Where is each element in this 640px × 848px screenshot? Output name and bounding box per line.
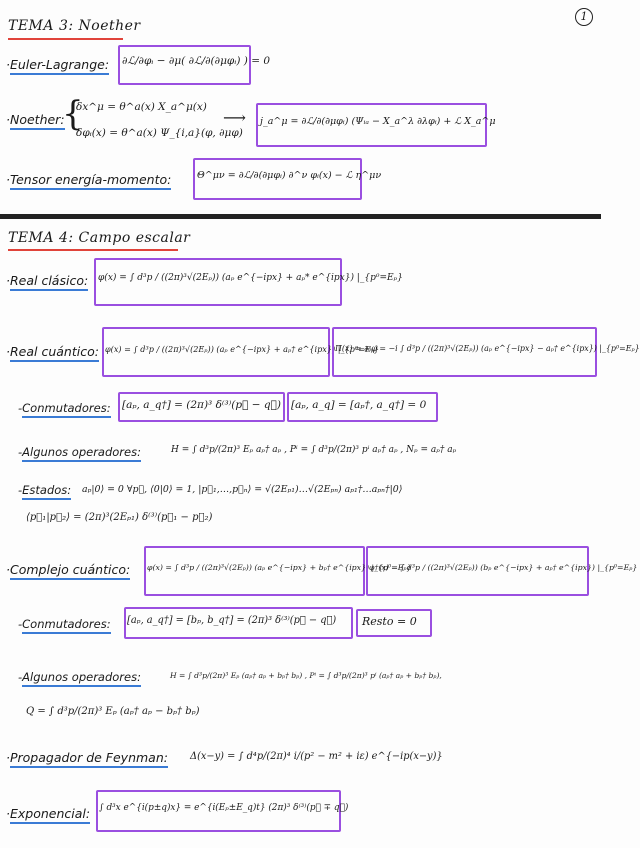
tensor-label: ·Tensor energía-momento: [6,172,171,187]
estados-label: -Estados: [18,483,71,497]
euler-label: ·Euler-Lagrange: [6,57,109,72]
noether-system-1: δx^μ = θ^a(x) X_a^μ(x) [76,101,207,113]
tema3-title: TEMA 3: Noether [8,18,141,34]
page-number: 1 [575,8,593,26]
noether-current-equation: j_a^μ = ∂ℒ/∂(∂μφᵢ) (Ψᵢₐ − X_a^λ ∂λφᵢ) + ℒ X_a^μ [260,116,496,127]
real-cuantico-equation-1: φ(x) = ∫ d³p / ((2π)³√(2Eₚ)) (aₚ e^{−ipx} + aₚ† e^{ipx}) |_{p⁰=Eₚ} [105,344,380,354]
noether-arrow: ⟶ [223,108,246,127]
tema4-title-underline [8,249,178,251]
noether-label: ·Noether: [6,112,65,127]
tema3-title-underline [8,38,123,40]
operadores2-label: -Algunos operadores: [18,670,141,684]
propagador-equation: Δ(x−y) = ∫ d⁴p/(2π)⁴ i/(p² − m² + iε) e^{−ip(x−y)} [190,751,443,762]
operadores-equation: H = ∫ d³p/(2π)³ Eₚ aₚ† aₚ , Pⁱ = ∫ d³p/(2π)³ pⁱ aₚ† aₚ , Nₚ = aₚ† aₚ [171,445,457,455]
noether-system-2: δφᵢ(x) = θ^a(x) Ψ_{i,a}(φ, ∂μφ) [76,127,243,139]
exponencial-equation: ∫ d³x e^{i(p±q)x} = e^{i(Eₚ±E_q)t} (2π)³ δ⁽³⁾(p⃗ ∓ q⃗) [99,803,349,813]
noether-brace: { [62,94,84,134]
tensor-equation: Θ^μν = ∂ℒ/∂(∂μφᵢ) ∂^ν φᵢ(x) − ℒ η^μν [197,170,382,181]
operadores2-equation: H = ∫ d³p/(2π)³ Eₚ (aₚ† aₚ + bₚ† bₚ) , Pⁱ = ∫ d³p/(2π)³ pⁱ (aₚ† aₚ + bₚ† bₚ), [170,671,442,680]
exponencial-label: ·Exponencial: [6,806,90,821]
conmutadores2-equation-1: [aₚ, a_q†] = [bₚ, b_q†] = (2π)³ δ⁽³⁾(p⃗ − q⃗) [127,615,337,626]
real-cuantico-label: ·Real cuántico: [6,344,99,359]
tema4-title: TEMA 4: Campo escalar [8,230,191,246]
conmutadores-equation-1: [aₚ, a_q†] = (2π)³ δ⁽³⁾(p⃗ − q⃗) [122,399,282,411]
conmutadores2-label: -Conmutadores: [18,617,111,631]
real-cuantico-equation-2: Π(x) = ∂₀φ = −i ∫ d³p / ((2π)³√(2Eₚ)) (aₚ e^{−ipx} − aₚ† e^{ipx}) |_{p⁰=Eₚ} [335,344,640,353]
operadores2-equation-2: Q = ∫ d³p/(2π)³ Eₚ (aₚ† aₚ − bₚ† bₚ) [26,706,200,717]
estados-equation-2: ⟨p⃗₁|p⃗₂⟩ = (2π)³(2Eₚ₁) δ⁽³⁾(p⃗₁ − p⃗₂) [26,512,213,523]
estados-equation: aₚ|0⟩ = 0 ∀p⃗, ⟨0|0⟩ = 1, |p⃗₁,…,p⃗ₙ⟩ = √(2Eₚ₁)…√(2Eₚₙ) aₚ₁†…aₚₙ†|0⟩ [82,484,403,495]
propagador-label: ·Propagador de Feynman: [6,750,168,765]
real-clasico-equation: φ(x) = ∫ d³p / ((2π)³√(2Eₚ)) (aₚ e^{−ipx} + aₚ* e^{ipx}) |_{p⁰=Eₚ} [98,273,403,283]
complejo-equation-2: φ†(x) = ∫ d³p / ((2π)³√(2Eₚ)) (bₚ e^{−ipx} + aₚ† e^{ipx}) |_{p⁰=Eₚ} [369,563,638,572]
conmutadores-label: -Conmutadores: [18,401,111,415]
conmutadores-equation-2: [aₚ, a_q] = [aₚ†, a_q†] = 0 [291,399,427,411]
complejo-equation-1: φ(x) = ∫ d³p / ((2π)³√(2Eₚ)) (aₚ e^{−ipx} + bₚ† e^{ipx}) |_{p⁰=Eₚ} [147,563,412,572]
complejo-label: ·Complejo cuántico: [6,562,130,577]
euler-equation: ∂ℒ/∂φᵢ − ∂μ( ∂ℒ/∂(∂μφᵢ) ) = 0 [122,55,271,67]
operadores-label: -Algunos operadores: [18,445,141,459]
section-divider [0,214,601,219]
real-clasico-label: ·Real clásico: [6,273,88,288]
resto-equation: Resto = 0 [362,615,417,628]
